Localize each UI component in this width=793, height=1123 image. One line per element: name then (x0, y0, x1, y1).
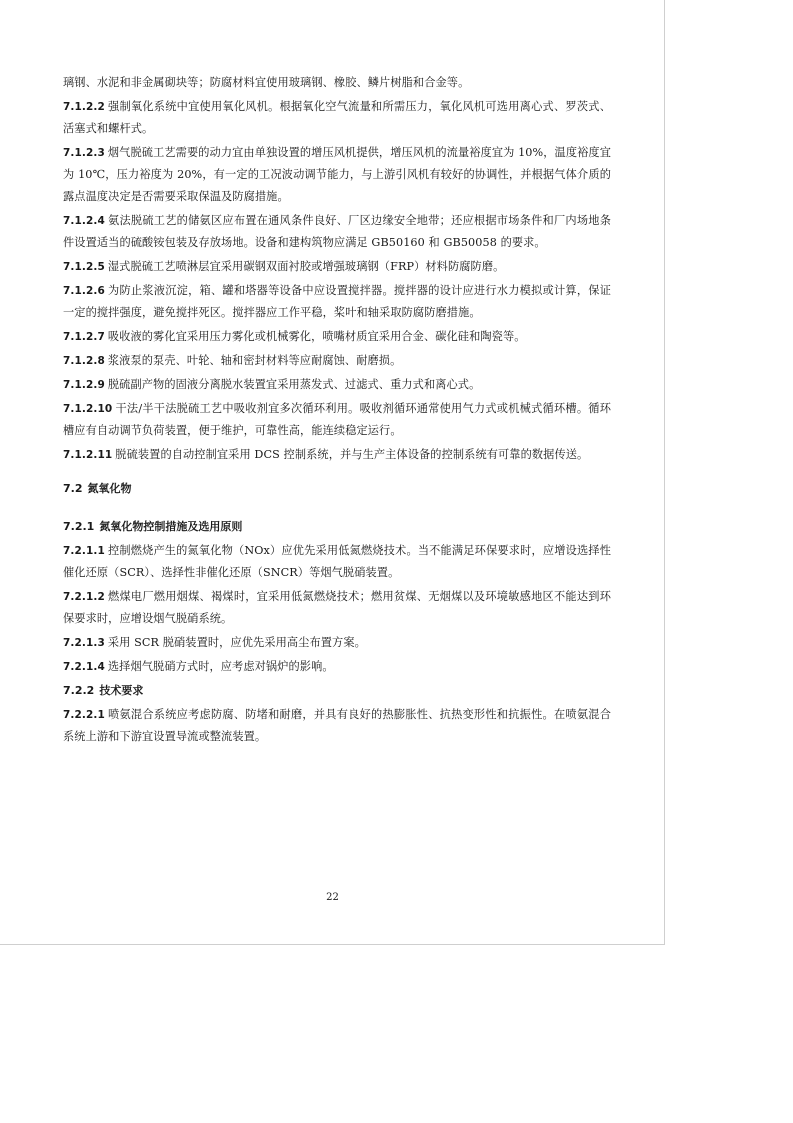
clause-number: 7.1.2.9 (63, 379, 105, 391)
page-number: 22 (326, 892, 339, 903)
subsection-heading-7-2-2 (63, 680, 611, 702)
clause-paragraph (63, 586, 611, 630)
section-title: 氮氧化物 (87, 482, 132, 495)
clause-text: 浆液泵的泵壳、叶轮、轴和密封材料等应耐腐蚀、耐磨损。 (107, 354, 402, 367)
clause-paragraph (63, 540, 611, 584)
clause-number: 7.1.2.3 (63, 147, 105, 159)
clause-number: 7.2.2.1 (63, 709, 105, 721)
clause-number: 7.2.1.4 (63, 661, 105, 673)
subsection-number: 7.2.2 (63, 684, 95, 697)
clause-text: 璃钢、水泥和非金属砌块等；防腐材料宜使用玻璃钢、橡胶、鳞片树脂和合金等。 (63, 76, 470, 89)
clause-paragraph (63, 210, 611, 254)
clause-number: 7.1.2.10 (63, 403, 113, 415)
clause-number: 7.2.1.2 (63, 591, 105, 603)
section-number: 7.2 (63, 482, 83, 495)
clause-paragraph (63, 326, 611, 348)
clause-paragraph (63, 398, 611, 442)
clause-number: 7.1.2.2 (63, 101, 105, 113)
clause-number: 7.2.1.3 (63, 637, 105, 649)
clause-number: 7.1.2.7 (63, 331, 105, 343)
clause-paragraph (63, 656, 611, 678)
subsection-heading-7-2-1 (63, 516, 611, 538)
clause-text: 脱硫副产物的固液分离脱水装置宜采用蒸发式、过滤式、重力式和离心式。 (107, 378, 481, 391)
clause-text: 燃煤电厂燃用烟煤、褐煤时，宜采用低氮燃烧技术；燃用贫煤、无烟煤以及环境敏感地区不能达到环保要求时，应增设烟气脱硝系统。 (63, 590, 611, 625)
clause-paragraph (63, 374, 611, 396)
page-content (63, 72, 611, 750)
clause-paragraph (63, 350, 611, 372)
paragraph-group-7-1-2 (63, 72, 611, 466)
clause-text: 喷氨混合系统应考虑防腐、防堵和耐磨，并具有良好的热膨胀性、抗热变形性和抗振性。在喷氨混合系统上游和下游宜设置导流或整流装置。 (63, 708, 611, 743)
clause-text: 脱硫装置的自动控制宜采用 DCS 控制系统，并与生产主体设备的控制系统有可靠的数据传送。 (115, 448, 589, 461)
paragraph-group-7-2-1 (63, 540, 611, 678)
clause-paragraph (63, 256, 611, 278)
clause-paragraph (63, 632, 611, 654)
clause-text: 干法/半干法脱硫工艺中吸收剂宜多次循环利用。吸收剂循环通常使用气力式或机械式循环槽。循环槽应有自动调节负荷装置，便于维护，可靠性高，能连续稳定运行。 (63, 402, 611, 437)
clause-text: 烟气脱硫工艺需要的动力宜由单独设置的增压风机提供，增压风机的流量裕度宜为 10%，温度裕度宜为 10℃，压力裕度为 20%，有一定的工况波动调节能力，与上游引风机有较好的协调性，并根据气体介质的露点温度决定是否需要采取保温及防腐措施。 (63, 146, 611, 203)
clause-paragraph (63, 444, 611, 466)
clause-paragraph (63, 142, 611, 208)
clause-paragraph (63, 96, 611, 140)
clause-number: 7.1.2.4 (63, 215, 105, 227)
clause-number: 7.1.2.11 (63, 449, 113, 461)
clause-text: 选择烟气脱硝方式时，应考虑对锅炉的影响。 (107, 660, 334, 673)
section-heading-7-2 (63, 478, 611, 500)
subsection-title: 技术要求 (99, 684, 144, 697)
clause-text: 控制燃烧产生的氮氧化物（NOx）应优先采用低氮燃烧技术。当不能满足环保要求时，应增设选择性催化还原（SCR）、选择性非催化还原（SNCR）等烟气脱硝装置。 (63, 544, 611, 579)
clause-number: 7.1.2.6 (63, 285, 105, 297)
subsection-title: 氮氧化物控制措施及选用原则 (99, 520, 243, 533)
clause-text: 强制氧化系统中宜使用氧化风机。根据氧化空气流量和所需压力，氧化风机可选用离心式、罗茨式、活塞式和螺杆式。 (63, 100, 611, 135)
clause-paragraph (63, 280, 611, 324)
subsection-number: 7.2.1 (63, 520, 95, 533)
clause-text: 湿式脱硫工艺喷淋层宜采用碳钢双面衬胶或增强玻璃钢（FRP）材料防腐防磨。 (107, 260, 505, 273)
clause-number: 7.1.2.5 (63, 261, 105, 273)
clause-number: 7.1.2.8 (63, 355, 105, 367)
clause-text: 采用 SCR 脱硝装置时，应优先采用高尘布置方案。 (107, 636, 366, 649)
clause-text: 为防止浆液沉淀，箱、罐和塔器等设备中应设置搅拌器。搅拌器的设计应进行水力模拟或计算，保证一定的搅拌强度，避免搅拌死区。搅拌器应工作平稳，桨叶和轴采取防腐防磨措施。 (63, 284, 611, 319)
clause-text: 吸收液的雾化宜采用压力雾化或机械雾化，喷嘴材质宜采用合金、碳化硅和陶瓷等。 (107, 330, 526, 343)
clause-paragraph (63, 72, 611, 94)
paragraph-group-7-2-2 (63, 704, 611, 748)
clause-number: 7.2.1.1 (63, 545, 105, 557)
clause-text: 氨法脱硫工艺的储氨区应布置在通风条件良好、厂区边缘安全地带；还应根据市场条件和厂内场地条件设置适当的硫酸铵包装及存放场地。设备和建构筑物应满足 GB50160 和 GB50058 的要求。 (63, 214, 611, 249)
clause-paragraph (63, 704, 611, 748)
